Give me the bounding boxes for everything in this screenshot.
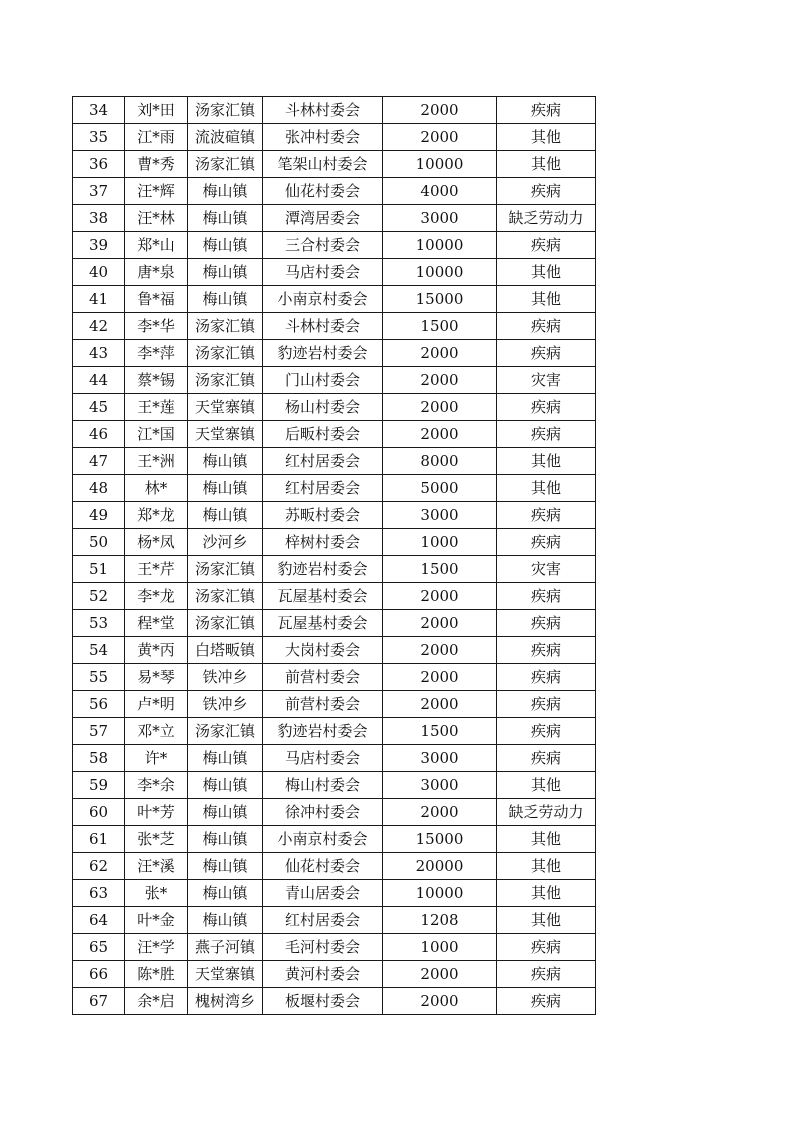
cell-name: 卢*明 (125, 691, 188, 718)
cell-name: 汪*学 (125, 934, 188, 961)
cell-name: 王*莲 (125, 394, 188, 421)
cell-number: 57 (73, 718, 125, 745)
cell-name: 叶*芳 (125, 799, 188, 826)
cell-amount: 2000 (383, 961, 497, 988)
table-row (73, 151, 596, 178)
cell-village: 前营村委会 (263, 691, 383, 718)
cell-reason: 疾病 (497, 934, 596, 961)
cell-town: 槐树湾乡 (188, 988, 263, 1015)
cell-reason: 疾病 (497, 340, 596, 367)
cell-village: 门山村委会 (263, 367, 383, 394)
cell-reason: 疾病 (497, 97, 596, 124)
cell-town: 梅山镇 (188, 259, 263, 286)
cell-number: 58 (73, 745, 125, 772)
cell-amount: 2000 (383, 610, 497, 637)
table-row (73, 259, 596, 286)
table-row (73, 286, 596, 313)
table-row (73, 664, 596, 691)
cell-village: 红村居委会 (263, 907, 383, 934)
cell-name: 林* (125, 475, 188, 502)
cell-number: 52 (73, 583, 125, 610)
cell-name: 叶*金 (125, 907, 188, 934)
cell-village: 豹迹岩村委会 (263, 556, 383, 583)
table-row (73, 232, 596, 259)
cell-name: 汪*溪 (125, 853, 188, 880)
cell-name: 邓*立 (125, 718, 188, 745)
table-row (73, 637, 596, 664)
cell-number: 40 (73, 259, 125, 286)
cell-town: 梅山镇 (188, 745, 263, 772)
cell-name: 李*龙 (125, 583, 188, 610)
cell-village: 小南京村委会 (263, 826, 383, 853)
cell-town: 燕子河镇 (188, 934, 263, 961)
cell-reason: 缺乏劳动力 (497, 799, 596, 826)
cell-number: 67 (73, 988, 125, 1015)
cell-number: 62 (73, 853, 125, 880)
cell-town: 天堂寨镇 (188, 961, 263, 988)
cell-reason: 疾病 (497, 718, 596, 745)
cell-town: 汤家汇镇 (188, 556, 263, 583)
cell-town: 梅山镇 (188, 772, 263, 799)
cell-town: 梅山镇 (188, 853, 263, 880)
cell-town: 梅山镇 (188, 880, 263, 907)
cell-number: 60 (73, 799, 125, 826)
cell-town: 流波碹镇 (188, 124, 263, 151)
cell-town: 铁冲乡 (188, 664, 263, 691)
cell-amount: 2000 (383, 988, 497, 1015)
cell-village: 黄河村委会 (263, 961, 383, 988)
table-row (73, 340, 596, 367)
cell-name: 刘*田 (125, 97, 188, 124)
cell-reason: 疾病 (497, 610, 596, 637)
cell-number: 36 (73, 151, 125, 178)
cell-name: 王*洲 (125, 448, 188, 475)
cell-village: 斗林村委会 (263, 313, 383, 340)
cell-town: 梅山镇 (188, 205, 263, 232)
cell-village: 瓦屋基村委会 (263, 610, 383, 637)
table-row (73, 826, 596, 853)
cell-village: 张冲村委会 (263, 124, 383, 151)
table-row (73, 583, 596, 610)
cell-town: 梅山镇 (188, 448, 263, 475)
table-row (73, 448, 596, 475)
cell-reason: 其他 (497, 448, 596, 475)
cell-reason: 疾病 (497, 637, 596, 664)
cell-amount: 2000 (383, 664, 497, 691)
cell-amount: 3000 (383, 745, 497, 772)
cell-reason: 疾病 (497, 232, 596, 259)
cell-village: 板堰村委会 (263, 988, 383, 1015)
table-row (73, 745, 596, 772)
table-row (73, 880, 596, 907)
cell-name: 汪*辉 (125, 178, 188, 205)
cell-town: 汤家汇镇 (188, 151, 263, 178)
cell-reason: 疾病 (497, 745, 596, 772)
cell-reason: 疾病 (497, 313, 596, 340)
cell-amount: 1000 (383, 934, 497, 961)
cell-number: 54 (73, 637, 125, 664)
table-row (73, 691, 596, 718)
cell-name: 余*启 (125, 988, 188, 1015)
cell-village: 后畈村委会 (263, 421, 383, 448)
cell-reason: 其他 (497, 259, 596, 286)
table-row (73, 178, 596, 205)
cell-village: 青山居委会 (263, 880, 383, 907)
cell-reason: 其他 (497, 475, 596, 502)
cell-number: 43 (73, 340, 125, 367)
cell-village: 仙花村委会 (263, 853, 383, 880)
cell-town: 铁冲乡 (188, 691, 263, 718)
cell-amount: 3000 (383, 772, 497, 799)
cell-name: 汪*林 (125, 205, 188, 232)
cell-number: 47 (73, 448, 125, 475)
cell-amount: 20000 (383, 853, 497, 880)
table-row (73, 934, 596, 961)
cell-town: 天堂寨镇 (188, 421, 263, 448)
cell-amount: 8000 (383, 448, 497, 475)
cell-number: 64 (73, 907, 125, 934)
cell-number: 41 (73, 286, 125, 313)
table-row (73, 610, 596, 637)
table-row (73, 475, 596, 502)
cell-village: 徐冲村委会 (263, 799, 383, 826)
cell-number: 42 (73, 313, 125, 340)
cell-town: 汤家汇镇 (188, 718, 263, 745)
cell-reason: 疾病 (497, 394, 596, 421)
cell-village: 笔架山村委会 (263, 151, 383, 178)
cell-name: 鲁*福 (125, 286, 188, 313)
cell-town: 梅山镇 (188, 178, 263, 205)
cell-amount: 2000 (383, 799, 497, 826)
cell-amount: 10000 (383, 259, 497, 286)
cell-name: 杨*凤 (125, 529, 188, 556)
cell-reason: 其他 (497, 880, 596, 907)
cell-reason: 灾害 (497, 367, 596, 394)
cell-town: 梅山镇 (188, 826, 263, 853)
cell-amount: 2000 (383, 367, 497, 394)
table-row (73, 394, 596, 421)
cell-village: 红村居委会 (263, 448, 383, 475)
cell-reason: 其他 (497, 853, 596, 880)
cell-reason: 其他 (497, 907, 596, 934)
table-row (73, 205, 596, 232)
cell-amount: 3000 (383, 205, 497, 232)
cell-town: 汤家汇镇 (188, 313, 263, 340)
cell-number: 50 (73, 529, 125, 556)
table-row (73, 502, 596, 529)
cell-village: 豹迹岩村委会 (263, 340, 383, 367)
cell-amount: 3000 (383, 502, 497, 529)
cell-name: 黄*丙 (125, 637, 188, 664)
cell-village: 前营村委会 (263, 664, 383, 691)
cell-name: 江*国 (125, 421, 188, 448)
cell-number: 44 (73, 367, 125, 394)
cell-number: 61 (73, 826, 125, 853)
cell-amount: 1000 (383, 529, 497, 556)
cell-name: 江*雨 (125, 124, 188, 151)
cell-reason: 灾害 (497, 556, 596, 583)
table-row (73, 529, 596, 556)
cell-name: 李*华 (125, 313, 188, 340)
cell-number: 51 (73, 556, 125, 583)
cell-name: 陈*胜 (125, 961, 188, 988)
table-row (73, 556, 596, 583)
cell-number: 49 (73, 502, 125, 529)
cell-village: 梅山村委会 (263, 772, 383, 799)
cell-reason: 疾病 (497, 178, 596, 205)
cell-amount: 1500 (383, 718, 497, 745)
cell-village: 红村居委会 (263, 475, 383, 502)
cell-amount: 2000 (383, 583, 497, 610)
cell-village: 三合村委会 (263, 232, 383, 259)
table-row (73, 988, 596, 1015)
table-row (73, 367, 596, 394)
cell-town: 梅山镇 (188, 799, 263, 826)
cell-number: 63 (73, 880, 125, 907)
cell-number: 56 (73, 691, 125, 718)
table-row (73, 97, 596, 124)
cell-amount: 15000 (383, 826, 497, 853)
cell-town: 汤家汇镇 (188, 367, 263, 394)
table-row (73, 313, 596, 340)
cell-number: 55 (73, 664, 125, 691)
cell-reason: 疾病 (497, 961, 596, 988)
cell-number: 65 (73, 934, 125, 961)
table-row (73, 799, 596, 826)
cell-number: 46 (73, 421, 125, 448)
cell-village: 潭湾居委会 (263, 205, 383, 232)
cell-number: 59 (73, 772, 125, 799)
cell-amount: 10000 (383, 232, 497, 259)
cell-village: 仙花村委会 (263, 178, 383, 205)
cell-number: 37 (73, 178, 125, 205)
cell-village: 马店村委会 (263, 745, 383, 772)
table-row (73, 124, 596, 151)
cell-number: 35 (73, 124, 125, 151)
table-row (73, 907, 596, 934)
cell-town: 梅山镇 (188, 475, 263, 502)
cell-name: 程*堂 (125, 610, 188, 637)
cell-name: 李*萍 (125, 340, 188, 367)
cell-reason: 疾病 (497, 691, 596, 718)
cell-name: 易*琴 (125, 664, 188, 691)
cell-name: 张*芝 (125, 826, 188, 853)
cell-name: 张* (125, 880, 188, 907)
cell-amount: 2000 (383, 394, 497, 421)
cell-village: 小南京村委会 (263, 286, 383, 313)
cell-reason: 疾病 (497, 421, 596, 448)
cell-name: 李*余 (125, 772, 188, 799)
cell-amount: 2000 (383, 340, 497, 367)
cell-town: 梅山镇 (188, 286, 263, 313)
cell-name: 许* (125, 745, 188, 772)
cell-reason: 其他 (497, 151, 596, 178)
cell-amount: 2000 (383, 421, 497, 448)
assistance-table (72, 96, 596, 1015)
cell-reason: 其他 (497, 286, 596, 313)
cell-number: 38 (73, 205, 125, 232)
cell-number: 45 (73, 394, 125, 421)
cell-amount: 1208 (383, 907, 497, 934)
cell-amount: 2000 (383, 637, 497, 664)
cell-amount: 4000 (383, 178, 497, 205)
cell-reason: 其他 (497, 772, 596, 799)
table-row (73, 853, 596, 880)
cell-town: 汤家汇镇 (188, 583, 263, 610)
cell-amount: 1500 (383, 556, 497, 583)
cell-town: 梅山镇 (188, 907, 263, 934)
cell-amount: 10000 (383, 151, 497, 178)
cell-number: 53 (73, 610, 125, 637)
cell-town: 梅山镇 (188, 502, 263, 529)
table-row (73, 718, 596, 745)
cell-reason: 其他 (497, 826, 596, 853)
cell-name: 唐*泉 (125, 259, 188, 286)
cell-reason: 疾病 (497, 988, 596, 1015)
cell-number: 34 (73, 97, 125, 124)
cell-reason: 缺乏劳动力 (497, 205, 596, 232)
cell-number: 48 (73, 475, 125, 502)
cell-town: 白塔畈镇 (188, 637, 263, 664)
cell-village: 斗林村委会 (263, 97, 383, 124)
cell-village: 苏畈村委会 (263, 502, 383, 529)
cell-town: 汤家汇镇 (188, 340, 263, 367)
table-row (73, 772, 596, 799)
cell-town: 天堂寨镇 (188, 394, 263, 421)
cell-amount: 15000 (383, 286, 497, 313)
cell-amount: 1500 (383, 313, 497, 340)
cell-reason: 疾病 (497, 529, 596, 556)
cell-village: 梓树村委会 (263, 529, 383, 556)
cell-amount: 5000 (383, 475, 497, 502)
table-row (73, 961, 596, 988)
cell-number: 66 (73, 961, 125, 988)
cell-town: 梅山镇 (188, 232, 263, 259)
cell-town: 汤家汇镇 (188, 97, 263, 124)
cell-name: 蔡*锡 (125, 367, 188, 394)
cell-town: 汤家汇镇 (188, 610, 263, 637)
cell-amount: 2000 (383, 691, 497, 718)
cell-number: 39 (73, 232, 125, 259)
cell-reason: 疾病 (497, 502, 596, 529)
cell-name: 曹*秀 (125, 151, 188, 178)
cell-village: 大岗村委会 (263, 637, 383, 664)
cell-village: 毛河村委会 (263, 934, 383, 961)
table-body (73, 97, 596, 1015)
cell-village: 马店村委会 (263, 259, 383, 286)
cell-name: 郑*山 (125, 232, 188, 259)
cell-village: 杨山村委会 (263, 394, 383, 421)
cell-amount: 10000 (383, 880, 497, 907)
cell-name: 王*芹 (125, 556, 188, 583)
cell-village: 瓦屋基村委会 (263, 583, 383, 610)
cell-reason: 其他 (497, 124, 596, 151)
cell-reason: 疾病 (497, 664, 596, 691)
cell-amount: 2000 (383, 124, 497, 151)
cell-village: 豹迹岩村委会 (263, 718, 383, 745)
cell-name: 郑*龙 (125, 502, 188, 529)
table-row (73, 421, 596, 448)
cell-town: 沙河乡 (188, 529, 263, 556)
cell-amount: 2000 (383, 97, 497, 124)
cell-reason: 疾病 (497, 583, 596, 610)
